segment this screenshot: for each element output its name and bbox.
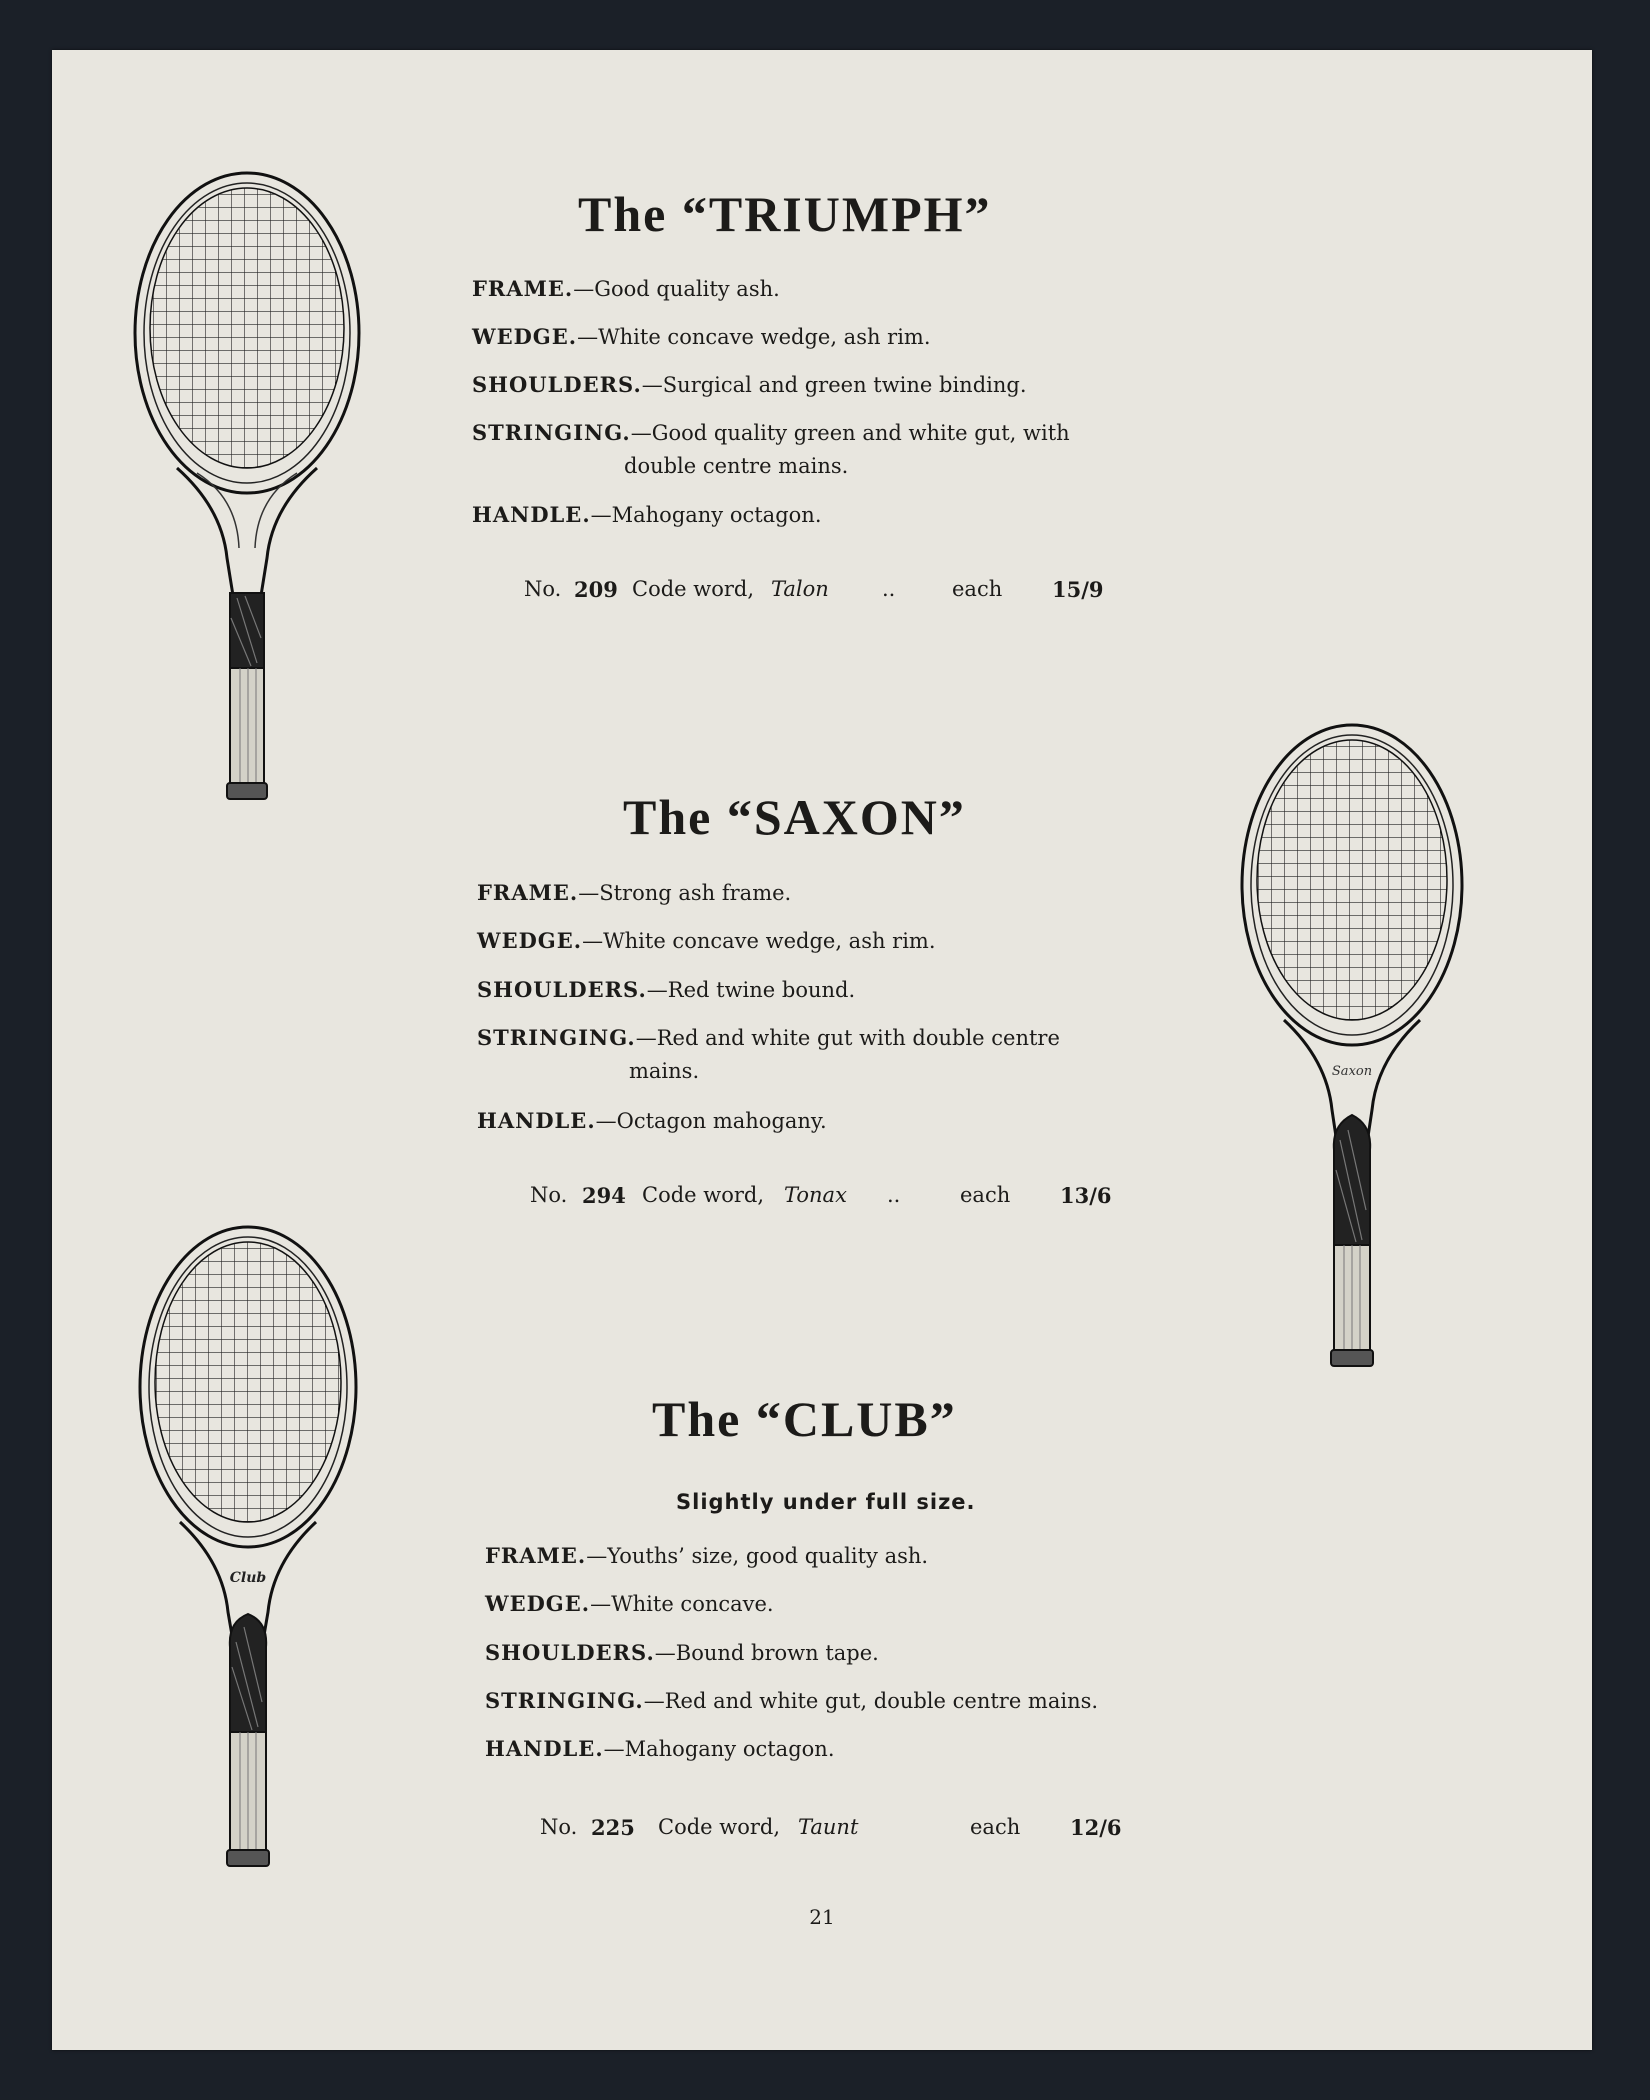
page-number: 21 bbox=[809, 1905, 835, 1929]
triumph-title: The “TRIUMPH” bbox=[578, 186, 992, 242]
club-spec-stringing: STRINGING.—Red and white gut, double centre mains. bbox=[485, 1688, 1099, 1713]
catalogue-page: Saxon Club The “TRIUMPH” FRAME.—Good quality ash. WEDGE.—White concave wedge, ash rim. SHOULDERS.—Surgical and green twine binding. STRINGING.—Good quality green and white gut, with double centre mains. HANDLE.—Mahogany octagon. No. 209 Code word, Talon .. each 15/9 The “SAXON” FRAME.—Strong ash frame. WEDGE.—White concave wedge, ash rim. SHOULDERS.—Red twine bound. STRINGING.—Red and white gut with double centre mains. HANDLE.—Octagon mahogany. No. 294 Code word, Tonax .. each 13/6 The “CLUB” Slightly under full size. FRAME.—Youths’ size, good quality ash. WEDGE.—White concave. SHOULDERS.—Bound brown tape. STRINGING.—Red and white gut, double centre mains. HANDLE.—Mahogany octagon. No. 225 Code word, Taunt each 12/6 21 bbox=[52, 50, 1592, 2050]
club-title: The “CLUB” bbox=[652, 1391, 957, 1447]
triumph-spec-stringing: STRINGING.—Good quality green and white gut, with double centre mains. bbox=[472, 420, 1070, 478]
triumph-spec-wedge: WEDGE.—White concave wedge, ash rim. bbox=[472, 324, 931, 349]
saxon-spec-frame: FRAME.—Strong ash frame. bbox=[477, 880, 792, 905]
saxon-spec-shoulders: SHOULDERS.—Red twine bound. bbox=[477, 977, 856, 1002]
club-racket-illustration bbox=[130, 1222, 370, 1872]
club-spec-frame: FRAME.—Youths’ size, good quality ash. bbox=[485, 1543, 929, 1568]
saxon-spec-wedge: WEDGE.—White concave wedge, ash rim. bbox=[477, 928, 936, 953]
saxon-racket-mark: Saxon bbox=[1331, 1064, 1373, 1079]
club-spec-wedge: WEDGE.—White concave. bbox=[485, 1591, 774, 1616]
triumph-racket-illustration bbox=[127, 168, 367, 818]
triumph-spec-handle: HANDLE.—Mahogany octagon. bbox=[472, 502, 822, 527]
triumph-spec-frame: FRAME.—Good quality ash. bbox=[472, 276, 780, 301]
saxon-title: The “SAXON” bbox=[623, 789, 966, 845]
triumph-spec-shoulders: SHOULDERS.—Surgical and green twine binding. bbox=[472, 372, 1027, 397]
saxon-spec-handle: HANDLE.—Octagon mahogany. bbox=[477, 1108, 827, 1133]
club-spec-handle: HANDLE.—Mahogany octagon. bbox=[485, 1736, 835, 1761]
club-racket-mark: Club bbox=[229, 1570, 267, 1586]
club-spec-shoulders: SHOULDERS.—Bound brown tape. bbox=[485, 1640, 879, 1665]
saxon-spec-stringing: STRINGING.—Red and white gut with double centre mains. bbox=[477, 1025, 1060, 1083]
club-subtitle: Slightly under full size. bbox=[676, 1490, 976, 1514]
saxon-racket-illustration bbox=[1232, 720, 1472, 1370]
